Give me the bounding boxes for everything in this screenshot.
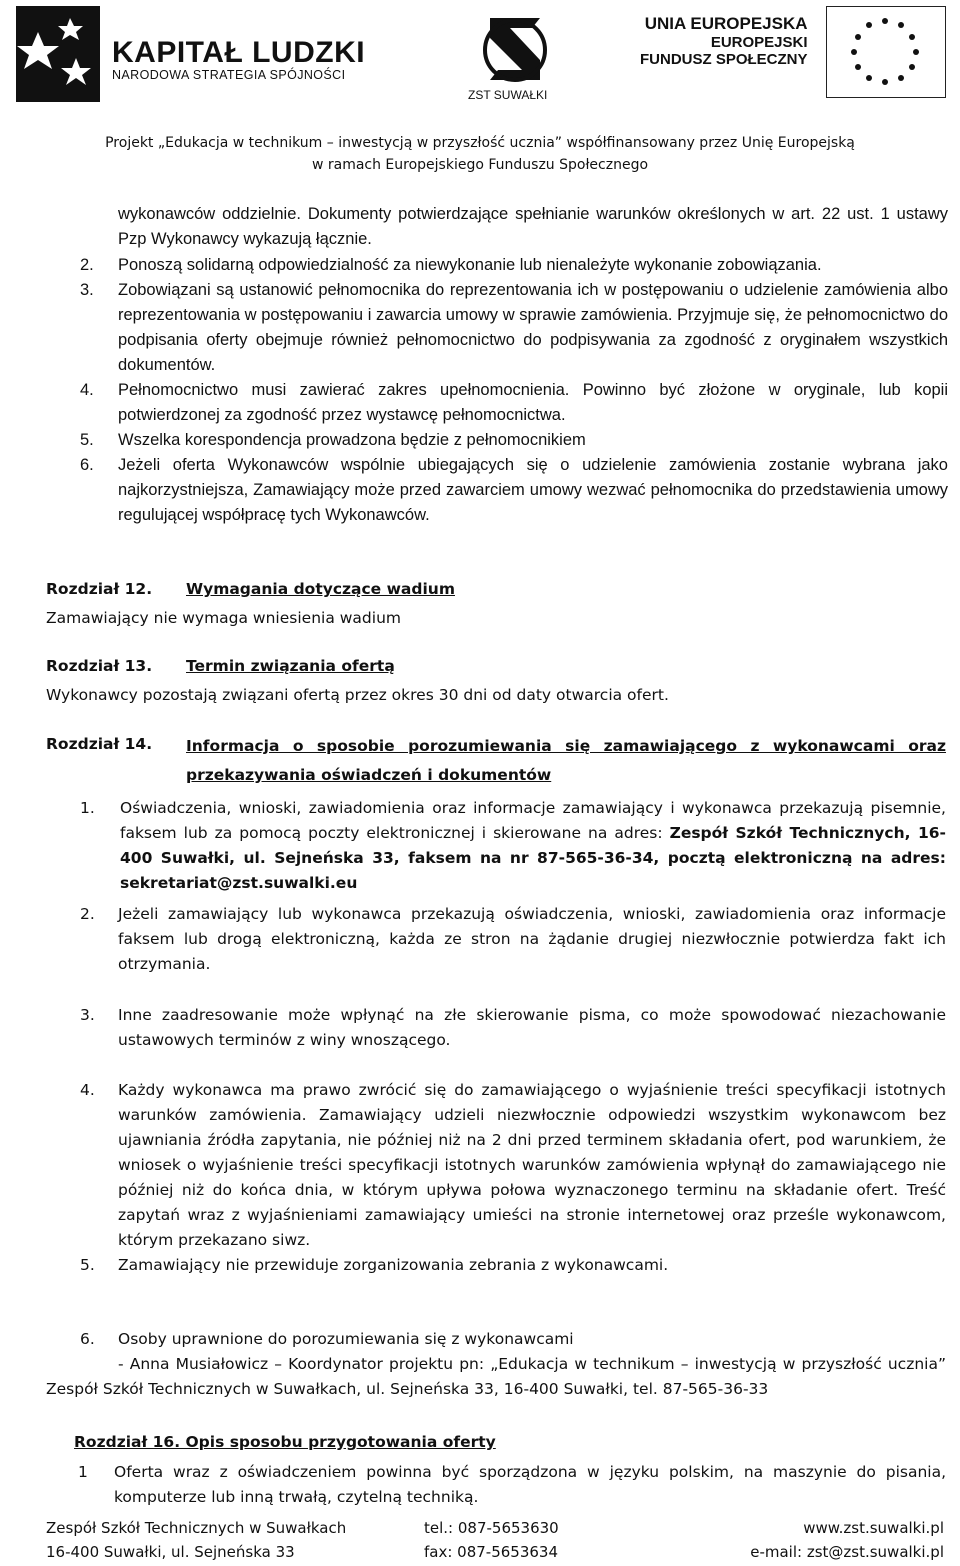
intro-item-3: Zobowiązani są ustanowić pełnomocnika do reprezentowania ich w postępowaniu o udzielenie zamówienia albo reprezentowania w postępowaniu i zawarcia umowy w sprawie zamówienia. Przyjmuje się, że pełnomocnictwo do podpisania oferty obejmuje również pełnomocnictwo do podpisywania za zgodność z oryginałem wszystkich dokumentów.	[118, 281, 948, 374]
chapter-13-text: Wykonawcy pozostają związani ofertą przez okres 30 dni od daty otwarcia ofert.	[46, 686, 669, 704]
chapter-12-label: Rozdział 12.	[46, 580, 153, 598]
footer-tel: tel.: 087-5653630	[424, 1519, 559, 1537]
intro-item-6-num: 6.	[80, 456, 94, 474]
ch14-item-6-person: - Anna Musiałowicz – Koordynator projektu pn: „Edukacja w technikum – inwestycją w przyszłość ucznia” Zespół Szkół Technicznych w Suwałkach, ul. Sejneńska 33, 16-400 Suwałki, tel. 87-565-36-33	[46, 1355, 946, 1398]
intro-item-5: Wszelka korespondencja prowadzona będzie z pełnomocnikiem	[118, 431, 586, 449]
ch14-item-4-num: 4.	[80, 1081, 95, 1099]
intro-continuation: wykonawców oddzielnie. Dokumenty potwierdzające spełnianie warunków określonych w art. 22 ust. 1 ustawy Pzp Wykonawcy wykazują łącznie.	[118, 205, 948, 248]
project-line-2: w ramach Europejskiego Funduszu Społecznego	[311, 157, 649, 173]
ch14-item-1-num: 1.	[80, 799, 95, 817]
ch14-item-3: Inne zaadresowanie może wpłynąć na złe skierowanie pisma, co może spowodować niezachowanie ustawowych terminów z winy wnoszącego.	[118, 1006, 946, 1049]
ch14-item-2-num: 2.	[80, 905, 95, 923]
ch14-item-4: Każdy wykonawca ma prawo zwrócić się do zamawiającego o wyjaśnienie treści specyfikacji istotnych warunków zamówienia. Zamawiający udzieli niezwłocznie odpowiedzi wszystkim wykonawcom bez ujawniania źródła zapytania, nie później niż na 2 dni przed terminem składania ofert, pod warunkiem, że wniosek o wyjaśnienie treści specyfikacji istotnych warunków zamówienia wpłynął do zamawiającego nie później niż do końca dnia, w którym upływa połowa wyznaczonego terminu na składanie ofert. Treść zapytań wraz z wyjaśnieniami zamawiający umieści na stronie internetowej oraz prześle wykonawcom, którym przekazano siwz.	[118, 1081, 946, 1249]
footer-address: 16-400 Suwałki, ul. Sejneńska 33	[46, 1543, 295, 1561]
ch14-item-5-num: 5.	[80, 1256, 95, 1274]
ch16-item-1: Oferta wraz z oświadczeniem powinna być sporządzona w języku polskim, na maszynie do pisania, komputerze lub inną trwałą, czytelną techniką.	[114, 1463, 946, 1506]
logo-title: KAPITAŁ LUDZKI	[112, 36, 366, 69]
ch14-item-1	[120, 796, 946, 896]
ch14-item-5: Zamawiający nie przewiduje zorganizowania zebrania z wykonawcami.	[118, 1256, 669, 1274]
logo-subtitle: NARODOWA STRATEGIA SPÓJNOŚCI	[112, 68, 346, 82]
footer-school: Zespół Szkół Technicznych w Suwałkach	[46, 1519, 347, 1537]
ch14-item-1-text: Oświadczenia, wnioski, zawiadomienia oraz informacje zamawiający i wykonawca przekazują pisemnie, faksem lub za pomocą poczty elektronicznej i skierowane na adres:	[120, 799, 946, 842]
intro-item-5-num: 5.	[80, 431, 94, 449]
eu-line1: UNIA EUROPEJSKA	[644, 14, 808, 33]
project-info	[0, 132, 960, 176]
intro-item-4-num: 4.	[80, 381, 94, 399]
ch14-item-3-num: 3.	[80, 1006, 95, 1024]
chapter-12-title: Wymagania dotyczące wadium	[186, 580, 455, 598]
intro-item-6: Jeżeli oferta Wykonawców wspólnie ubiegających się o udzielenie zamówienia zostanie wybrana jako najkorzystniejsza, Zamawiający może przed zawarciem umowy wezwać pełnomocnika do przedstawienia umowy regulującej współpracę tych Wykonawców.	[118, 456, 948, 524]
school-emblem-icon	[470, 10, 560, 90]
eu-flag-icon	[826, 6, 946, 98]
kapital-ludzki-emblem-icon	[12, 6, 107, 106]
eu-line3: FUNDUSZ SPOŁECZNY	[640, 51, 808, 68]
chapter-13-title: Termin związania ofertą	[186, 657, 395, 675]
chapter-14-title: Informacja o sposobie porozumiewania się zamawiającego z wykonawcami oraz przekazywania oświadczeń i dokumentów	[186, 737, 946, 784]
ch14-item-2: Jeżeli zamawiający lub wykonawca przekazują oświadczenia, wnioski, zawiadomienia oraz informacje faksem lub drogą elektroniczną, każda ze stron na żądanie drugiej niezwłocznie potwierdza fakt ich otrzymania.	[118, 905, 946, 973]
school-logo-label: ZST SUWAŁKI	[468, 88, 548, 102]
intro-item-3-num: 3.	[80, 281, 94, 299]
chapter-16-title: Rozdział 16. Opis sposobu przygotowania oferty	[74, 1433, 496, 1451]
intro-item-4: Pełnomocnictwo musi zawierać zakres upełnomocnienia. Powinno być złożone w oryginale, lub kopii potwierdzonej za zgodność przez wystawcę pełnomocnictwa.	[118, 381, 948, 424]
intro-item-2: Ponoszą solidarną odpowiedzialność za niewykonanie lub nienależyte wykonanie zobowiązania.	[118, 256, 822, 274]
ch16-item-1-num: 1	[78, 1463, 88, 1481]
eu-line2: EUROPEJSKI	[710, 34, 808, 51]
chapter-14-label: Rozdział 14.	[46, 735, 153, 753]
footer-fax: fax: 087-5653634	[424, 1543, 559, 1561]
footer-www-link[interactable]: www.zst.suwalki.pl	[803, 1519, 944, 1537]
intro-item-2-num: 2.	[80, 256, 94, 274]
eu-logo-text	[640, 14, 808, 68]
chapter-12-text: Zamawiający nie wymaga wniesienia wadium	[46, 609, 401, 627]
ch14-item-6: Osoby uprawnione do porozumiewania się z wykonawcami	[118, 1330, 574, 1348]
footer-email-link[interactable]: e-mail: zst@zst.suwalki.pl	[750, 1543, 944, 1561]
school-logo	[470, 10, 560, 90]
ch14-item-1-address: Zespół Szkół Technicznych, 16-400 Suwałki, ul. Sejneńska 33, faksem na nr 87-565-36-34, pocztą elektroniczną na adres: sekretariat@zst.suwalki.eu	[120, 824, 946, 892]
chapter-13-label: Rozdział 13.	[46, 657, 153, 675]
project-line-1: Projekt „Edukacja w technikum – inwestycją w przyszłość ucznia” współfinansowany przez Unię Europejską	[105, 135, 855, 151]
ch14-item-6-num: 6.	[80, 1330, 95, 1348]
